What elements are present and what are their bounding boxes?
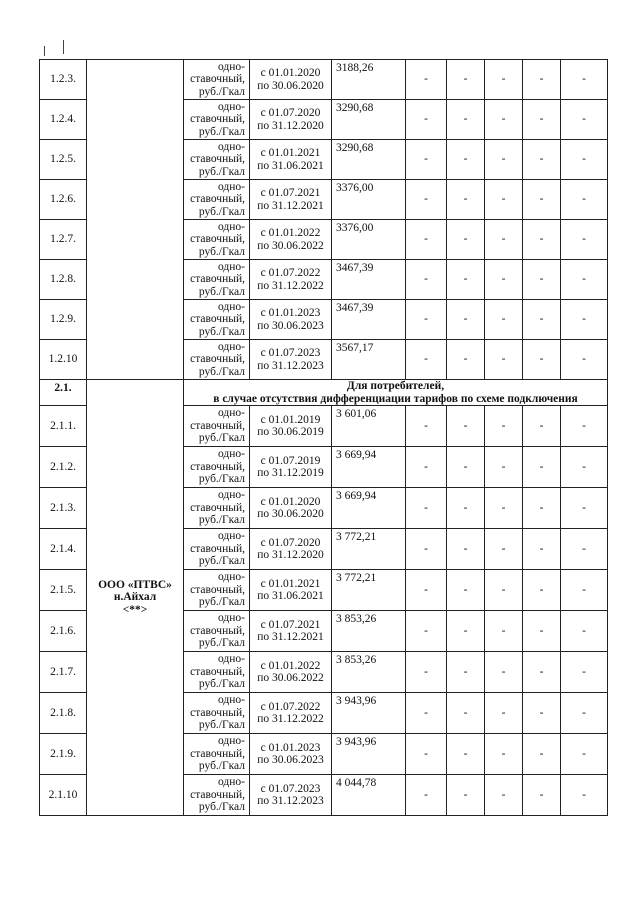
empty-value-cell: -: [406, 652, 447, 693]
empty-value-cell: -: [561, 100, 608, 140]
empty-value-cell: -: [447, 611, 485, 652]
empty-value-cell: -: [447, 406, 485, 447]
empty-value-cell: -: [523, 300, 561, 340]
empty-value-cell: -: [447, 734, 485, 775]
empty-value-cell: -: [406, 570, 447, 611]
tariff-table-body: [40, 60, 608, 816]
tariff-unit-cell: одно- ставочный, руб./Гкал: [184, 406, 250, 447]
tariff-table: [39, 59, 608, 816]
table-row: [40, 60, 608, 100]
empty-value-cell: -: [406, 529, 447, 570]
empty-value-cell: -: [485, 734, 523, 775]
period-cell: с 01.01.2020 по 30.06.2020: [250, 60, 332, 100]
tariff-value-cell: 3467,39: [332, 260, 406, 300]
empty-value-cell: -: [523, 611, 561, 652]
period-cell: с 01.01.2019 по 30.06.2019: [250, 406, 332, 447]
empty-value-cell: -: [523, 260, 561, 300]
empty-value-cell: -: [447, 60, 485, 100]
tariff-unit-cell: одно- ставочный, руб./Гкал: [184, 140, 250, 180]
empty-value-cell: -: [447, 488, 485, 529]
empty-value-cell: -: [523, 60, 561, 100]
row-number-cell: 2.1.5.: [40, 570, 87, 611]
period-cell: с 01.07.2021 по 31.12.2021: [250, 611, 332, 652]
tariff-value-cell: 3 601,06: [332, 406, 406, 447]
empty-value-cell: -: [485, 180, 523, 220]
row-number-cell: 1.2.7.: [40, 220, 87, 260]
period-cell: с 01.07.2022 по 31.12.2022: [250, 693, 332, 734]
empty-value-cell: -: [406, 488, 447, 529]
row-number-cell: 1.2.10: [40, 340, 87, 380]
empty-value-cell: -: [523, 140, 561, 180]
empty-value-cell: -: [523, 693, 561, 734]
tariff-value-cell: 3567,17: [332, 340, 406, 380]
empty-value-cell: -: [523, 220, 561, 260]
tariff-value-cell: 3376,00: [332, 180, 406, 220]
empty-value-cell: -: [485, 300, 523, 340]
empty-value-cell: -: [523, 180, 561, 220]
empty-value-cell: -: [561, 734, 608, 775]
empty-value-cell: -: [485, 529, 523, 570]
empty-value-cell: -: [406, 100, 447, 140]
tariff-value-cell: 3188,26: [332, 60, 406, 100]
period-cell: с 01.07.2021 по 31.12.2021: [250, 180, 332, 220]
tariff-unit-cell: одно- ставочный, руб./Гкал: [184, 570, 250, 611]
empty-value-cell: -: [406, 340, 447, 380]
empty-value-cell: -: [485, 611, 523, 652]
empty-value-cell: -: [561, 140, 608, 180]
tariff-unit-cell: одно- ставочный, руб./Гкал: [184, 100, 250, 140]
empty-value-cell: -: [561, 60, 608, 100]
period-cell: с 01.07.2020 по 31.12.2020: [250, 100, 332, 140]
tariff-unit-cell: одно- ставочный, руб./Гкал: [184, 693, 250, 734]
row-number-cell: 1.2.9.: [40, 300, 87, 340]
row-number-cell: 1.2.6.: [40, 180, 87, 220]
tariff-unit-cell: одно- ставочный, руб./Гкал: [184, 775, 250, 816]
tariff-unit-cell: одно- ставочный, руб./Гкал: [184, 340, 250, 380]
row-number-cell: 2.1.7.: [40, 652, 87, 693]
row-number-cell: 1.2.8.: [40, 260, 87, 300]
empty-value-cell: -: [561, 220, 608, 260]
empty-value-cell: -: [406, 406, 447, 447]
empty-value-cell: -: [485, 570, 523, 611]
row-number-cell: 2.1.9.: [40, 734, 87, 775]
period-cell: с 01.07.2023 по 31.12.2023: [250, 340, 332, 380]
empty-value-cell: -: [523, 447, 561, 488]
empty-value-cell: -: [561, 447, 608, 488]
row-number-cell: 2.1.2.: [40, 447, 87, 488]
empty-value-cell: -: [561, 340, 608, 380]
period-cell: с 01.01.2022 по 30.06.2022: [250, 220, 332, 260]
empty-value-cell: -: [406, 611, 447, 652]
tariff-unit-cell: одно- ставочный, руб./Гкал: [184, 447, 250, 488]
tariff-unit-cell: одно- ставочный, руб./Гкал: [184, 529, 250, 570]
empty-value-cell: -: [406, 140, 447, 180]
empty-value-cell: -: [485, 60, 523, 100]
empty-value-cell: -: [406, 260, 447, 300]
tariff-value-cell: 3 669,94: [332, 488, 406, 529]
tariff-unit-cell: одно- ставочный, руб./Гкал: [184, 300, 250, 340]
empty-value-cell: -: [447, 447, 485, 488]
empty-value-cell: -: [523, 775, 561, 816]
empty-value-cell: -: [485, 652, 523, 693]
period-cell: с 01.01.2023 по 30.06.2023: [250, 300, 332, 340]
empty-value-cell: -: [561, 180, 608, 220]
tariff-unit-cell: одно- ставочный, руб./Гкал: [184, 611, 250, 652]
empty-value-cell: -: [447, 180, 485, 220]
empty-value-cell: -: [561, 529, 608, 570]
empty-value-cell: -: [447, 693, 485, 734]
tariff-value-cell: 3 943,96: [332, 734, 406, 775]
empty-value-cell: -: [485, 100, 523, 140]
empty-value-cell: -: [406, 60, 447, 100]
period-cell: с 01.01.2023 по 30.06.2023: [250, 734, 332, 775]
period-cell: с 01.01.2021 по 31.06.2021: [250, 570, 332, 611]
period-cell: с 01.01.2020 по 30.06.2020: [250, 488, 332, 529]
tariff-value-cell: 3 853,26: [332, 611, 406, 652]
period-cell: с 01.01.2022 по 30.06.2022: [250, 652, 332, 693]
empty-value-cell: -: [406, 447, 447, 488]
empty-value-cell: -: [447, 340, 485, 380]
tariff-value-cell: 3 772,21: [332, 529, 406, 570]
empty-value-cell: -: [523, 529, 561, 570]
empty-value-cell: -: [523, 100, 561, 140]
period-cell: с 01.07.2022 по 31.12.2022: [250, 260, 332, 300]
empty-value-cell: -: [523, 734, 561, 775]
empty-value-cell: -: [447, 260, 485, 300]
scan-mark: [63, 40, 64, 54]
empty-value-cell: -: [406, 180, 447, 220]
empty-value-cell: -: [485, 406, 523, 447]
section-number: 2.1.: [40, 380, 87, 406]
empty-value-cell: -: [485, 693, 523, 734]
empty-value-cell: -: [406, 775, 447, 816]
empty-value-cell: -: [523, 570, 561, 611]
tariff-unit-cell: одно- ставочный, руб./Гкал: [184, 180, 250, 220]
empty-value-cell: -: [485, 140, 523, 180]
tariff-unit-cell: одно- ставочный, руб./Гкал: [184, 734, 250, 775]
tariff-value-cell: 3 772,21: [332, 570, 406, 611]
empty-value-cell: -: [561, 611, 608, 652]
empty-value-cell: -: [523, 340, 561, 380]
empty-value-cell: -: [523, 488, 561, 529]
tariff-value-cell: 3 853,26: [332, 652, 406, 693]
empty-value-cell: -: [447, 100, 485, 140]
tariff-value-cell: 3 669,94: [332, 447, 406, 488]
empty-value-cell: -: [561, 652, 608, 693]
empty-value-cell: -: [523, 652, 561, 693]
tariff-value-cell: 3376,00: [332, 220, 406, 260]
row-number-cell: 2.1.1.: [40, 406, 87, 447]
row-number-cell: 2.1.10: [40, 775, 87, 816]
empty-value-cell: -: [485, 220, 523, 260]
empty-value-cell: -: [447, 775, 485, 816]
row-number-cell: 2.1.3.: [40, 488, 87, 529]
empty-value-cell: -: [485, 775, 523, 816]
empty-value-cell: -: [561, 488, 608, 529]
period-cell: с 01.07.2020 по 31.12.2020: [250, 529, 332, 570]
tariff-value-cell: 3 943,96: [332, 693, 406, 734]
tariff-value-cell: 4 044,78: [332, 775, 406, 816]
empty-value-cell: -: [561, 300, 608, 340]
tariff-unit-cell: одно- ставочный, руб./Гкал: [184, 488, 250, 529]
empty-value-cell: -: [561, 693, 608, 734]
empty-value-cell: -: [406, 693, 447, 734]
tariff-value-cell: 3290,68: [332, 140, 406, 180]
tariff-value-cell: 3467,39: [332, 300, 406, 340]
section-header-row: [40, 380, 608, 406]
organization-cell: ООО «ПТВС» н.Айхал <**>: [87, 380, 184, 816]
row-number-cell: 1.2.4.: [40, 100, 87, 140]
empty-value-cell: -: [561, 775, 608, 816]
empty-value-cell: -: [523, 406, 561, 447]
tariff-unit-cell: одно- ставочный, руб./Гкал: [184, 260, 250, 300]
empty-value-cell: -: [485, 340, 523, 380]
section-heading: [184, 380, 608, 406]
empty-value-cell: -: [485, 488, 523, 529]
empty-value-cell: -: [406, 220, 447, 260]
period-cell: с 01.07.2019 по 31.12.2019: [250, 447, 332, 488]
section-heading-line-2: в случае отсутствия дифференциации тарифов по схеме подключения: [213, 392, 578, 405]
empty-value-cell: -: [406, 300, 447, 340]
empty-value-cell: -: [561, 570, 608, 611]
period-cell: с 01.07.2023 по 31.12.2023: [250, 775, 332, 816]
organization-cell-empty: [87, 60, 184, 380]
period-cell: с 01.01.2021 по 31.06.2021: [250, 140, 332, 180]
row-number-cell: 1.2.5.: [40, 140, 87, 180]
tariff-unit-cell: одно- ставочный, руб./Гкал: [184, 220, 250, 260]
empty-value-cell: -: [447, 570, 485, 611]
tariff-unit-cell: одно- ставочный, руб./Гкал: [184, 60, 250, 100]
empty-value-cell: -: [406, 734, 447, 775]
empty-value-cell: -: [447, 220, 485, 260]
row-number-cell: 2.1.6.: [40, 611, 87, 652]
row-number-cell: 2.1.4.: [40, 529, 87, 570]
empty-value-cell: -: [447, 652, 485, 693]
empty-value-cell: -: [447, 140, 485, 180]
row-number-cell: 2.1.8.: [40, 693, 87, 734]
tariff-value-cell: 3290,68: [332, 100, 406, 140]
row-number-cell: 1.2.3.: [40, 60, 87, 100]
empty-value-cell: -: [447, 300, 485, 340]
empty-value-cell: -: [485, 260, 523, 300]
empty-value-cell: -: [447, 529, 485, 570]
section-heading-line-1: Для потребителей,: [346, 380, 445, 392]
scan-mark: [44, 46, 45, 56]
empty-value-cell: -: [561, 406, 608, 447]
tariff-unit-cell: одно- ставочный, руб./Гкал: [184, 652, 250, 693]
empty-value-cell: -: [561, 260, 608, 300]
empty-value-cell: -: [485, 447, 523, 488]
